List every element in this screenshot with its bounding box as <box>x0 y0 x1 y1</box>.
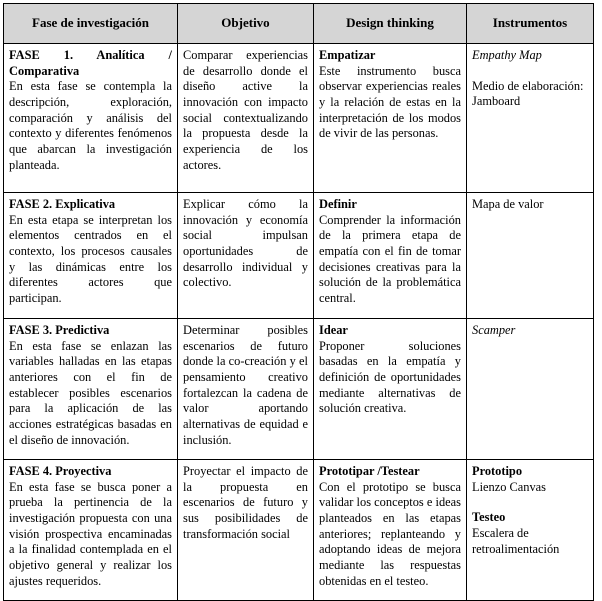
instrumentos-1-text <box>472 48 588 110</box>
design-thinking-3-title: Idear <box>319 323 348 337</box>
cell-fase-3 <box>4 319 178 460</box>
spacer <box>472 64 588 79</box>
column-header-design-thinking: Design thinking <box>314 4 467 44</box>
design-thinking-1-text <box>319 48 461 142</box>
fase-4-body: En esta fase se busca poner a prueba la pertinencia de la investigación propuesta con una visión prospectiva encaminadas a la finalidad contemplada en el objetivo general y realizar los ajustes requeridos. <box>9 479 172 588</box>
column-header-instrumentos: Instrumentos <box>467 4 594 44</box>
cell-design-thinking-4 <box>314 460 467 601</box>
instrumento-2-name: Mapa de valor <box>472 197 544 211</box>
instrumento-1-medium-label: Medio de elaboración: <box>472 78 584 93</box>
design-thinking-4-title: Prototipar /Testear <box>319 464 420 478</box>
research-phases-table <box>3 3 594 601</box>
cell-objetivo-4 <box>178 460 314 601</box>
table-header <box>4 4 594 44</box>
fase-1-text <box>9 48 172 174</box>
cell-instrumentos-3 <box>467 319 594 460</box>
cell-fase-1 <box>4 44 178 193</box>
instrumento-1-name: Empathy Map <box>472 48 542 62</box>
column-header-objetivo: Objetivo <box>178 4 314 44</box>
design-thinking-1-title: Empatizar <box>319 48 376 62</box>
design-thinking-2-text <box>319 197 461 307</box>
fase-1-body: En esta fase se contempla la descripción, exploración, comparación y análisis del contexto y diferentes fenómenos que abarcan la investigación planteada. <box>9 79 172 172</box>
objetivo-1-text: Comparar experiencias de desarrollo donde el diseño active la innovación con impacto social contextualizando la propuesta desde la experiencia de los actores. <box>183 48 308 172</box>
cell-fase-4 <box>4 460 178 601</box>
fase-2-title: FASE 2. Explicativa <box>9 197 116 211</box>
table-header-row <box>4 4 594 44</box>
instrumento-4-value-prototipo: Lienzo Canvas <box>472 479 546 494</box>
fase-3-title: FASE 3. Predictiva <box>9 323 110 337</box>
design-thinking-4-body: Con el prototipo se busca validar los conceptos e ideas planteados en las etapas anteriores; replanteando y adoptando ideas de mejora mediante las respuestas obtenidas en el testeo. <box>319 479 461 588</box>
spacer <box>472 495 588 510</box>
design-thinking-2-body: Comprender la información de la primera etapa de empatía con el fin de tomar decisiones creativas para la solución de la problemática central. <box>319 212 461 306</box>
table-row <box>4 460 594 601</box>
cell-objetivo-2 <box>178 193 314 319</box>
cell-instrumentos-2 <box>467 193 594 319</box>
instrumento-4-value-testeo: Escalera de retroalimentación <box>472 526 560 556</box>
fase-3-body: En esta fase se enlazan las variables halladas en las etapas anteriores con el fin de establecer posibles escenarios para la aplicación de las acciones estratégicas basadas en el diseño de innovación. <box>9 338 172 447</box>
cell-instrumentos-4 <box>467 460 594 601</box>
instrumento-3-name: Scamper <box>472 323 516 337</box>
fase-3-text <box>9 323 172 449</box>
cell-design-thinking-1 <box>314 44 467 193</box>
table-body <box>4 44 594 601</box>
design-thinking-3-body: Proponer soluciones basadas en la empatía y definición de oportunidades mediante alternativas de solución creativa. <box>319 338 461 416</box>
instrumento-4-title-testeo: Testeo <box>472 510 506 525</box>
design-thinking-3-text <box>319 323 461 417</box>
objetivo-3-text: Determinar posibles escenarios de futuro donde la co-creación y el pensamiento creativo fortalezcan la cadena de valor aportando alternativas de equidad e inclusión. <box>183 323 308 447</box>
table-row <box>4 319 594 460</box>
design-thinking-4-text <box>319 464 461 590</box>
fase-2-body: En esta etapa se interpretan los elementos centrados en el contexto, los procesos causales y las dinámicas entre los diferentes actores que participan. <box>9 212 172 306</box>
cell-fase-2 <box>4 193 178 319</box>
table-row <box>4 193 594 319</box>
design-thinking-2-title: Definir <box>319 197 357 211</box>
instrumentos-3-text <box>472 323 588 339</box>
design-thinking-1-body: Este instrumento busca observar experiencias reales y la relación de estas en la interpretación de los modos de vivir de las personas. <box>319 63 461 141</box>
fase-4-title: FASE 4. Proyectiva <box>9 464 112 478</box>
instrumentos-4-text <box>472 464 588 557</box>
instrumentos-2-text <box>472 197 588 213</box>
objetivo-2-text: Explicar cómo la innovación y economía social impulsan oportunidades de desarrollo individual y colectivo. <box>183 197 308 290</box>
table-row <box>4 44 594 193</box>
cell-design-thinking-3 <box>314 319 467 460</box>
fase-4-text <box>9 464 172 590</box>
column-header-fase-de-investigacion: Fase de investigación <box>4 4 178 44</box>
cell-objetivo-1 <box>178 44 314 193</box>
objetivo-4-text: Proyectar el impacto de la propuesta en escenarios de futuro y sus posibilidades de transformación social <box>183 464 308 541</box>
fase-1-title: FASE 1. Analítica / Comparativa <box>9 48 172 78</box>
instrumento-1-medium-value: Jamboard <box>472 94 521 109</box>
instrumento-4-title-prototipo: Prototipo <box>472 464 523 478</box>
research-phases-table-container <box>3 3 593 601</box>
cell-instrumentos-1 <box>467 44 594 193</box>
cell-design-thinking-2 <box>314 193 467 319</box>
cell-objetivo-3 <box>178 319 314 460</box>
fase-2-text <box>9 197 172 307</box>
